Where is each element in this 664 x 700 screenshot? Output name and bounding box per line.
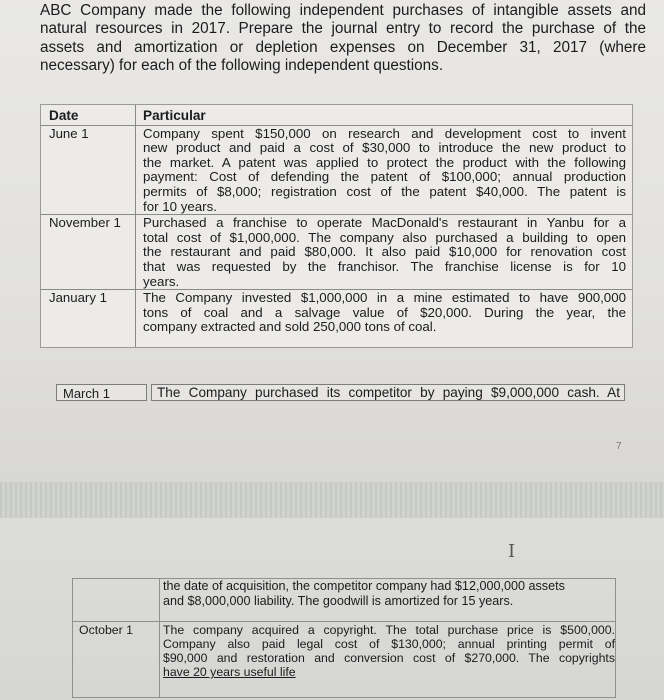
particular-line: for 10 years.: [143, 199, 217, 214]
particular-line: company extracted and sold 250,000 tons of coal.: [143, 320, 437, 335]
particular-line: The Company invested $1,000,000 in a mine estimated to have 900,000: [143, 291, 626, 306]
table-row-march: [56, 384, 625, 402]
row-date: October 1: [79, 623, 133, 637]
instructions-paragraph: [40, 2, 646, 75]
row-particular: [136, 126, 632, 215]
table-header-row: [41, 105, 632, 125]
march-continuation: [161, 579, 617, 609]
row-particular: The Company purchased its competitor by paying $9,000,000 cash. At: [151, 384, 625, 401]
particular-line: payment: Cost of defending the patent of $100,000; annual production: [143, 170, 626, 185]
page-gap: [0, 482, 664, 518]
instructions-line: necessary) for each of the following independent questions.: [40, 56, 444, 74]
particular-line: the date of acquisition, the competitor company had $12,000,000 assets: [163, 579, 565, 593]
row-date: March 1: [56, 384, 147, 401]
column-divider: [159, 579, 160, 697]
row-particular: [161, 623, 615, 679]
particular-line: Purchased a franchise to operate MacDonald's restaurant in Yanbu for a: [143, 216, 626, 231]
row-date: January 1: [41, 290, 136, 347]
row-particular: [136, 290, 632, 347]
row-particular: [136, 215, 632, 289]
particular-line: permits of $8,000; registration cost of the patent $40,000. The patent is: [143, 184, 626, 199]
particular-line: the market. A patent was applied to protect the product with the following: [143, 155, 626, 170]
particular-line: Company spent $150,000 on research and development cost to invent: [143, 126, 626, 141]
particular-line: The company acquired a copyright. The total purchase price is $500,000.: [163, 623, 615, 637]
particular-line: new product and paid a cost of $30,000 to introduce the new product to: [143, 141, 626, 156]
page-number: 7: [616, 441, 622, 452]
instructions-line: ABC Company made the following independent purchases of intangible assets and: [40, 2, 646, 19]
table-row-january: [41, 289, 632, 347]
particular-line: Company also paid legal cost of $130,000; annual printing permit of: [163, 637, 615, 652]
particular-line: have 20 years useful life: [163, 665, 296, 680]
text-cursor-icon: I: [508, 541, 516, 562]
row-date: November 1: [41, 215, 136, 289]
transactions-table: [40, 104, 633, 348]
table-row-november: [41, 214, 632, 289]
particular-line: that was requested by the franchisor. The franchise license is for 10: [143, 259, 626, 274]
particular-line: and $8,000,000 liability. The goodwill is amortized for 15 years.: [163, 594, 514, 608]
row-date: June 1: [41, 126, 136, 215]
particular-line: total cost of $1,000,000. The company also purchased a building to open: [143, 230, 626, 245]
particular-line: years.: [143, 274, 180, 289]
table-row-june: [41, 125, 632, 215]
row-divider: [73, 621, 615, 622]
particular-column-header: Particular: [143, 108, 206, 123]
instructions-line: natural resources in 2017. Prepare the journal entry to record the purchase of the: [40, 20, 646, 38]
date-column-header: Date: [41, 105, 136, 125]
continuation-table: [72, 578, 616, 698]
particular-line: tons of coal and a salvage value of $20,000. During the year, the: [143, 305, 626, 320]
particular-line: the restaurant and paid $80,000. It also paid $10,000 for renovation cost: [143, 245, 626, 260]
instructions-line: assets and amortization or depletion expenses on December 31, 2017 (where: [40, 38, 646, 56]
particular-line: $90,000 and restoration and conversion cost of $270,000. The copyrights: [163, 651, 615, 666]
